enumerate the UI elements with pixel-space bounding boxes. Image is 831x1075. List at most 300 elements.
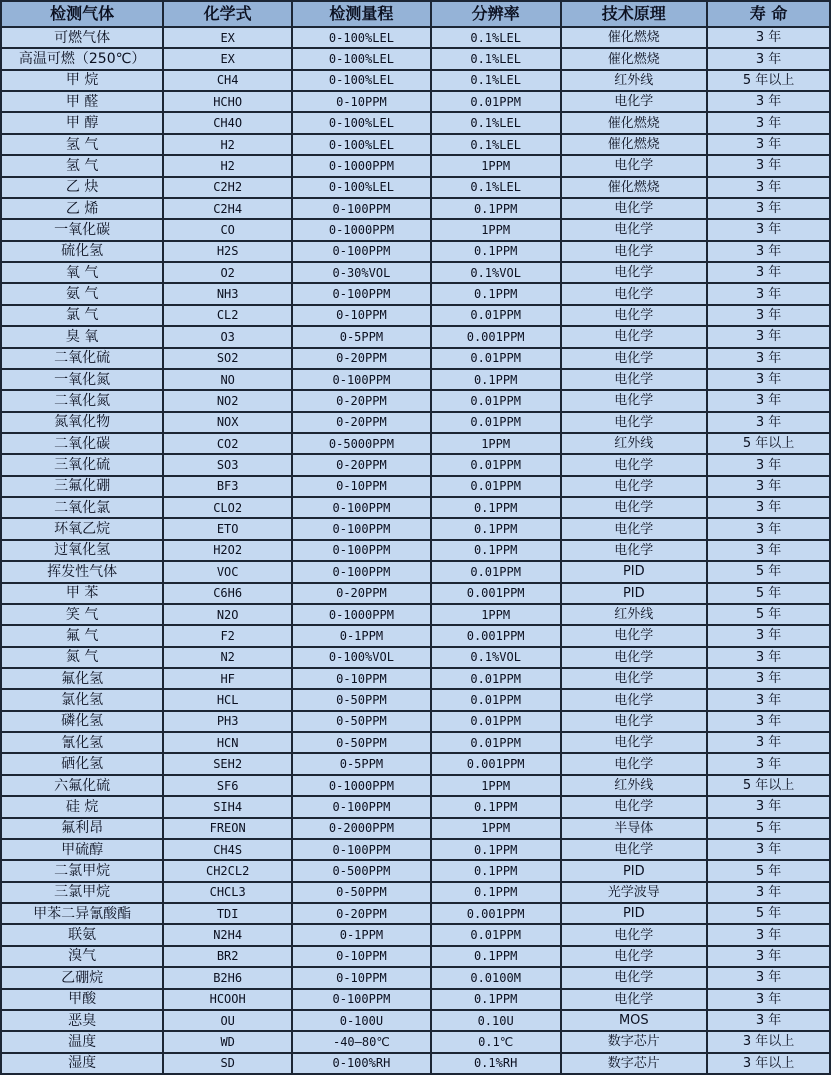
table-row (2, 1011, 829, 1030)
gas-name-cell: 氰化氢 (2, 733, 162, 752)
resolution-cell: 0.01PPM (432, 349, 560, 368)
gas-name-cell: 臭 氧 (2, 327, 162, 346)
resolution-cell: 0.1PPM (432, 797, 560, 816)
gas-name-cell: 笑 气 (2, 605, 162, 624)
range-cell: 0-1000PPM (293, 605, 430, 624)
range-cell: 0-100%RH (293, 1054, 430, 1073)
lifespan-cell: 3 年 (708, 733, 829, 752)
gas-name-cell: 二氧化硫 (2, 349, 162, 368)
formula-cell: CH4S (164, 840, 291, 859)
column-header-range: 检测量程 (293, 2, 430, 26)
range-cell: 0-5000PPM (293, 434, 430, 453)
resolution-cell: 0.1℃ (432, 1032, 560, 1051)
principle-cell: 电化学 (562, 391, 707, 410)
range-cell: 0-2000PPM (293, 819, 430, 838)
formula-cell: CLO2 (164, 498, 291, 517)
resolution-cell: 0.1%RH (432, 1054, 560, 1073)
range-cell: 0-100%LEL (293, 28, 430, 47)
gas-name-cell: 三氟化硼 (2, 477, 162, 496)
table-row (2, 71, 829, 90)
column-header-lifespan: 寿 命 (708, 2, 829, 26)
range-cell: 0-20PPM (293, 391, 430, 410)
table-row (2, 284, 829, 303)
formula-cell: O2 (164, 263, 291, 282)
principle-cell: 催化燃烧 (562, 49, 707, 68)
lifespan-cell: 3 年 (708, 413, 829, 432)
resolution-cell: 0.1PPM (432, 947, 560, 966)
resolution-cell: 0.1%LEL (432, 178, 560, 197)
resolution-cell: 0.01PPM (432, 391, 560, 410)
table-row (2, 754, 829, 773)
table-row (2, 413, 829, 432)
range-cell: 0-1000PPM (293, 776, 430, 795)
range-cell: 0-1PPM (293, 626, 430, 645)
range-cell: 0-100PPM (293, 199, 430, 218)
lifespan-cell: 3 年 (708, 135, 829, 154)
lifespan-cell: 5 年以上 (708, 71, 829, 90)
table-row (2, 669, 829, 688)
principle-cell: 电化学 (562, 968, 707, 987)
principle-cell: 数字芯片 (562, 1032, 707, 1051)
principle-cell: 电化学 (562, 242, 707, 261)
gas-name-cell: 二氯甲烷 (2, 861, 162, 880)
principle-cell: 电化学 (562, 733, 707, 752)
formula-cell: PH3 (164, 712, 291, 731)
table-row (2, 605, 829, 624)
lifespan-cell: 3 年 (708, 883, 829, 902)
formula-cell: HF (164, 669, 291, 688)
resolution-cell: 0.1PPM (432, 242, 560, 261)
formula-cell: CH2CL2 (164, 861, 291, 880)
lifespan-cell: 3 年 (708, 648, 829, 667)
formula-cell: H2 (164, 135, 291, 154)
lifespan-cell: 5 年 (708, 819, 829, 838)
table-row (2, 541, 829, 560)
range-cell: 0-100PPM (293, 370, 430, 389)
lifespan-cell: 5 年以上 (708, 776, 829, 795)
resolution-cell: 0.001PPM (432, 626, 560, 645)
table-row (2, 1032, 829, 1051)
gas-name-cell: 过氧化氢 (2, 541, 162, 560)
gas-name-cell: 甲苯二异氰酸酯 (2, 904, 162, 923)
principle-cell: MOS (562, 1011, 707, 1030)
principle-cell: 红外线 (562, 434, 707, 453)
principle-cell: PID (562, 861, 707, 880)
principle-cell: 电化学 (562, 519, 707, 538)
resolution-cell: 0.1PPM (432, 519, 560, 538)
gas-name-cell: 氧 气 (2, 263, 162, 282)
formula-cell: HCL (164, 690, 291, 709)
gas-name-cell: 环氧乙烷 (2, 519, 162, 538)
table-row (2, 49, 829, 68)
lifespan-cell: 3 年 (708, 797, 829, 816)
formula-cell: N2O (164, 605, 291, 624)
formula-cell: CO (164, 220, 291, 239)
lifespan-cell: 3 年 (708, 990, 829, 1009)
range-cell: 0-100U (293, 1011, 430, 1030)
range-cell: 0-100%LEL (293, 113, 430, 132)
formula-cell: EX (164, 49, 291, 68)
gas-name-cell: 氮氧化物 (2, 413, 162, 432)
principle-cell: PID (562, 562, 707, 581)
formula-cell: C6H6 (164, 584, 291, 603)
table-row (2, 968, 829, 987)
range-cell: 0-10PPM (293, 477, 430, 496)
resolution-cell: 0.01PPM (432, 455, 560, 474)
principle-cell: 电化学 (562, 199, 707, 218)
lifespan-cell: 3 年以上 (708, 1032, 829, 1051)
lifespan-cell: 3 年 (708, 754, 829, 773)
gas-name-cell: 氟化氢 (2, 669, 162, 688)
range-cell: 0-100PPM (293, 519, 430, 538)
range-cell: 0-100PPM (293, 498, 430, 517)
table-row (2, 712, 829, 731)
principle-cell: 半导体 (562, 819, 707, 838)
resolution-cell: 0.1%LEL (432, 28, 560, 47)
table-row (2, 477, 829, 496)
principle-cell: 电化学 (562, 306, 707, 325)
principle-cell: 电化学 (562, 498, 707, 517)
lifespan-cell: 3 年 (708, 28, 829, 47)
table-header-row (2, 2, 829, 26)
gas-name-cell: 氢 气 (2, 156, 162, 175)
gas-name-cell: 挥发性气体 (2, 562, 162, 581)
gas-name-cell: 可燃气体 (2, 28, 162, 47)
gas-name-cell: 氯 气 (2, 306, 162, 325)
resolution-cell: 0.001PPM (432, 754, 560, 773)
table-row (2, 883, 829, 902)
principle-cell: 电化学 (562, 370, 707, 389)
table-row (2, 990, 829, 1009)
resolution-cell: 0.1PPM (432, 541, 560, 560)
range-cell: 0-5PPM (293, 754, 430, 773)
lifespan-cell: 3 年 (708, 498, 829, 517)
formula-cell: O3 (164, 327, 291, 346)
range-cell: 0-500PPM (293, 861, 430, 880)
gas-name-cell: 硒化氢 (2, 754, 162, 773)
gas-name-cell: 六氟化硫 (2, 776, 162, 795)
formula-cell: H2S (164, 242, 291, 261)
gas-name-cell: 联氨 (2, 925, 162, 944)
range-cell: 0-100PPM (293, 797, 430, 816)
lifespan-cell: 3 年 (708, 370, 829, 389)
table-row (2, 690, 829, 709)
gas-name-cell: 二氧化氮 (2, 391, 162, 410)
formula-cell: N2 (164, 648, 291, 667)
gas-name-cell: 乙 炔 (2, 178, 162, 197)
range-cell: 0-20PPM (293, 904, 430, 923)
resolution-cell: 0.01PPM (432, 925, 560, 944)
gas-name-cell: 温度 (2, 1032, 162, 1051)
gas-name-cell: 乙 烯 (2, 199, 162, 218)
gas-name-cell: 乙硼烷 (2, 968, 162, 987)
lifespan-cell: 3 年 (708, 113, 829, 132)
formula-cell: N2H4 (164, 925, 291, 944)
table-row (2, 776, 829, 795)
range-cell: 0-20PPM (293, 349, 430, 368)
table-row (2, 306, 829, 325)
lifespan-cell: 3 年 (708, 349, 829, 368)
lifespan-cell: 3 年 (708, 669, 829, 688)
principle-cell: PID (562, 584, 707, 603)
range-cell: 0-50PPM (293, 712, 430, 731)
table-row (2, 135, 829, 154)
formula-cell: HCOOH (164, 990, 291, 1009)
range-cell: 0-50PPM (293, 690, 430, 709)
principle-cell: 电化学 (562, 156, 707, 175)
resolution-cell: 0.0100M (432, 968, 560, 987)
range-cell: 0-5PPM (293, 327, 430, 346)
formula-cell: SD (164, 1054, 291, 1073)
formula-cell: NOX (164, 413, 291, 432)
table-row (2, 947, 829, 966)
range-cell: 0-100PPM (293, 990, 430, 1009)
resolution-cell: 1PPM (432, 776, 560, 795)
lifespan-cell: 3 年 (708, 391, 829, 410)
principle-cell: 电化学 (562, 220, 707, 239)
lifespan-cell: 3 年 (708, 242, 829, 261)
principle-cell: 电化学 (562, 477, 707, 496)
principle-cell: 电化学 (562, 541, 707, 560)
resolution-cell: 0.1%LEL (432, 135, 560, 154)
formula-cell: B2H6 (164, 968, 291, 987)
principle-cell: 电化学 (562, 947, 707, 966)
formula-cell: SEH2 (164, 754, 291, 773)
principle-cell: 催化燃烧 (562, 113, 707, 132)
range-cell: 0-10PPM (293, 92, 430, 111)
resolution-cell: 0.1PPM (432, 840, 560, 859)
formula-cell: HCN (164, 733, 291, 752)
principle-cell: 电化学 (562, 712, 707, 731)
formula-cell: CO2 (164, 434, 291, 453)
table-row (2, 178, 829, 197)
formula-cell: EX (164, 28, 291, 47)
gas-name-cell: 三氧化硫 (2, 455, 162, 474)
column-header-resolution: 分辨率 (432, 2, 560, 26)
range-cell: 0-100PPM (293, 541, 430, 560)
formula-cell: CL2 (164, 306, 291, 325)
gas-name-cell: 甲 烷 (2, 71, 162, 90)
principle-cell: 红外线 (562, 71, 707, 90)
table-row (2, 840, 829, 859)
resolution-cell: 1PPM (432, 434, 560, 453)
resolution-cell: 0.001PPM (432, 327, 560, 346)
principle-cell: 数字芯片 (562, 1054, 707, 1073)
formula-cell: FREON (164, 819, 291, 838)
formula-cell: VOC (164, 562, 291, 581)
lifespan-cell: 3 年以上 (708, 1054, 829, 1073)
table-row (2, 370, 829, 389)
resolution-cell: 0.01PPM (432, 413, 560, 432)
principle-cell: PID (562, 904, 707, 923)
lifespan-cell: 3 年 (708, 284, 829, 303)
formula-cell: C2H4 (164, 199, 291, 218)
principle-cell: 红外线 (562, 776, 707, 795)
gas-name-cell: 磷化氢 (2, 712, 162, 731)
table-row (2, 498, 829, 517)
table-row (2, 28, 829, 47)
principle-cell: 光学波导 (562, 883, 707, 902)
resolution-cell: 0.01PPM (432, 690, 560, 709)
gas-name-cell: 恶臭 (2, 1011, 162, 1030)
range-cell: 0-10PPM (293, 947, 430, 966)
table-row (2, 92, 829, 111)
table-row (2, 904, 829, 923)
range-cell: 0-100PPM (293, 562, 430, 581)
gas-name-cell: 甲 醛 (2, 92, 162, 111)
range-cell: 0-100PPM (293, 242, 430, 261)
lifespan-cell: 3 年 (708, 477, 829, 496)
lifespan-cell: 3 年 (708, 968, 829, 987)
resolution-cell: 0.1%LEL (432, 49, 560, 68)
principle-cell: 电化学 (562, 797, 707, 816)
formula-cell: NO2 (164, 391, 291, 410)
lifespan-cell: 5 年 (708, 562, 829, 581)
gas-name-cell: 氢 气 (2, 135, 162, 154)
table-row (2, 819, 829, 838)
formula-cell: TDI (164, 904, 291, 923)
lifespan-cell: 3 年 (708, 92, 829, 111)
range-cell: 0-1000PPM (293, 220, 430, 239)
range-cell: 0-20PPM (293, 584, 430, 603)
resolution-cell: 0.01PPM (432, 562, 560, 581)
lifespan-cell: 3 年 (708, 220, 829, 239)
range-cell: 0-100%LEL (293, 71, 430, 90)
formula-cell: HCHO (164, 92, 291, 111)
lifespan-cell: 5 年 (708, 861, 829, 880)
resolution-cell: 1PPM (432, 819, 560, 838)
table-row (2, 434, 829, 453)
principle-cell: 电化学 (562, 669, 707, 688)
formula-cell: H2O2 (164, 541, 291, 560)
column-header-gas-name: 检测气体 (2, 2, 162, 26)
formula-cell: H2 (164, 156, 291, 175)
resolution-cell: 0.10U (432, 1011, 560, 1030)
table-row (2, 584, 829, 603)
principle-cell: 电化学 (562, 990, 707, 1009)
principle-cell: 电化学 (562, 648, 707, 667)
table-row (2, 263, 829, 282)
resolution-cell: 0.1%VOL (432, 263, 560, 282)
range-cell: 0-50PPM (293, 883, 430, 902)
gas-name-cell: 甲硫醇 (2, 840, 162, 859)
formula-cell: CH4 (164, 71, 291, 90)
range-cell: 0-100%VOL (293, 648, 430, 667)
range-cell: 0-30%VOL (293, 263, 430, 282)
column-header-formula: 化学式 (164, 2, 291, 26)
gas-name-cell: 高温可燃（250℃） (2, 49, 162, 68)
gas-name-cell: 二氧化氯 (2, 498, 162, 517)
table-row (2, 113, 829, 132)
principle-cell: 电化学 (562, 327, 707, 346)
resolution-cell: 1PPM (432, 156, 560, 175)
principle-cell: 电化学 (562, 284, 707, 303)
resolution-cell: 0.1PPM (432, 990, 560, 1009)
resolution-cell: 0.001PPM (432, 904, 560, 923)
formula-cell: C2H2 (164, 178, 291, 197)
lifespan-cell: 3 年 (708, 712, 829, 731)
formula-cell: SO3 (164, 455, 291, 474)
lifespan-cell: 5 年 (708, 584, 829, 603)
range-cell: 0-1000PPM (293, 156, 430, 175)
resolution-cell: 0.01PPM (432, 306, 560, 325)
lifespan-cell: 5 年 (708, 904, 829, 923)
principle-cell: 电化学 (562, 455, 707, 474)
lifespan-cell: 3 年 (708, 199, 829, 218)
gas-name-cell: 甲酸 (2, 990, 162, 1009)
gas-name-cell: 二氧化碳 (2, 434, 162, 453)
table-row (2, 648, 829, 667)
formula-cell: SO2 (164, 349, 291, 368)
lifespan-cell: 3 年 (708, 306, 829, 325)
resolution-cell: 0.1%LEL (432, 113, 560, 132)
range-cell: 0-10PPM (293, 669, 430, 688)
resolution-cell: 1PPM (432, 220, 560, 239)
gas-name-cell: 湿度 (2, 1054, 162, 1073)
gas-name-cell: 硅 烷 (2, 797, 162, 816)
formula-cell: WD (164, 1032, 291, 1051)
gas-name-cell: 氮 气 (2, 648, 162, 667)
gas-name-cell: 一氧化氮 (2, 370, 162, 389)
lifespan-cell: 3 年 (708, 1011, 829, 1030)
resolution-cell: 0.01PPM (432, 712, 560, 731)
table-row (2, 733, 829, 752)
table-row (2, 327, 829, 346)
principle-cell: 电化学 (562, 92, 707, 111)
table-row (2, 562, 829, 581)
formula-cell: SIH4 (164, 797, 291, 816)
table-row (2, 626, 829, 645)
resolution-cell: 0.1PPM (432, 498, 560, 517)
resolution-cell: 0.1PPM (432, 861, 560, 880)
resolution-cell: 0.01PPM (432, 477, 560, 496)
lifespan-cell: 5 年 (708, 605, 829, 624)
column-header-principle: 技术原理 (562, 2, 707, 26)
principle-cell: 电化学 (562, 754, 707, 773)
resolution-cell: 0.1PPM (432, 370, 560, 389)
principle-cell: 红外线 (562, 605, 707, 624)
principle-cell: 电化学 (562, 349, 707, 368)
lifespan-cell: 3 年 (708, 263, 829, 282)
principle-cell: 电化学 (562, 263, 707, 282)
lifespan-cell: 3 年 (708, 947, 829, 966)
principle-cell: 催化燃烧 (562, 28, 707, 47)
range-cell: 0-100PPM (293, 840, 430, 859)
gas-name-cell: 溴气 (2, 947, 162, 966)
gas-name-cell: 三氯甲烷 (2, 883, 162, 902)
table-row (2, 519, 829, 538)
range-cell: 0-100%LEL (293, 178, 430, 197)
range-cell: 0-10PPM (293, 306, 430, 325)
gas-name-cell: 氯化氢 (2, 690, 162, 709)
gas-name-cell: 氟利昂 (2, 819, 162, 838)
gas-name-cell: 甲 苯 (2, 584, 162, 603)
principle-cell: 催化燃烧 (562, 135, 707, 154)
table-row (2, 391, 829, 410)
lifespan-cell: 3 年 (708, 327, 829, 346)
formula-cell: F2 (164, 626, 291, 645)
principle-cell: 电化学 (562, 413, 707, 432)
range-cell: 0-100%LEL (293, 49, 430, 68)
principle-cell: 电化学 (562, 925, 707, 944)
gas-name-cell: 氨 气 (2, 284, 162, 303)
formula-cell: OU (164, 1011, 291, 1030)
formula-cell: NH3 (164, 284, 291, 303)
lifespan-cell: 3 年 (708, 519, 829, 538)
formula-cell: CH4O (164, 113, 291, 132)
gas-name-cell: 氟 气 (2, 626, 162, 645)
formula-cell: BF3 (164, 477, 291, 496)
